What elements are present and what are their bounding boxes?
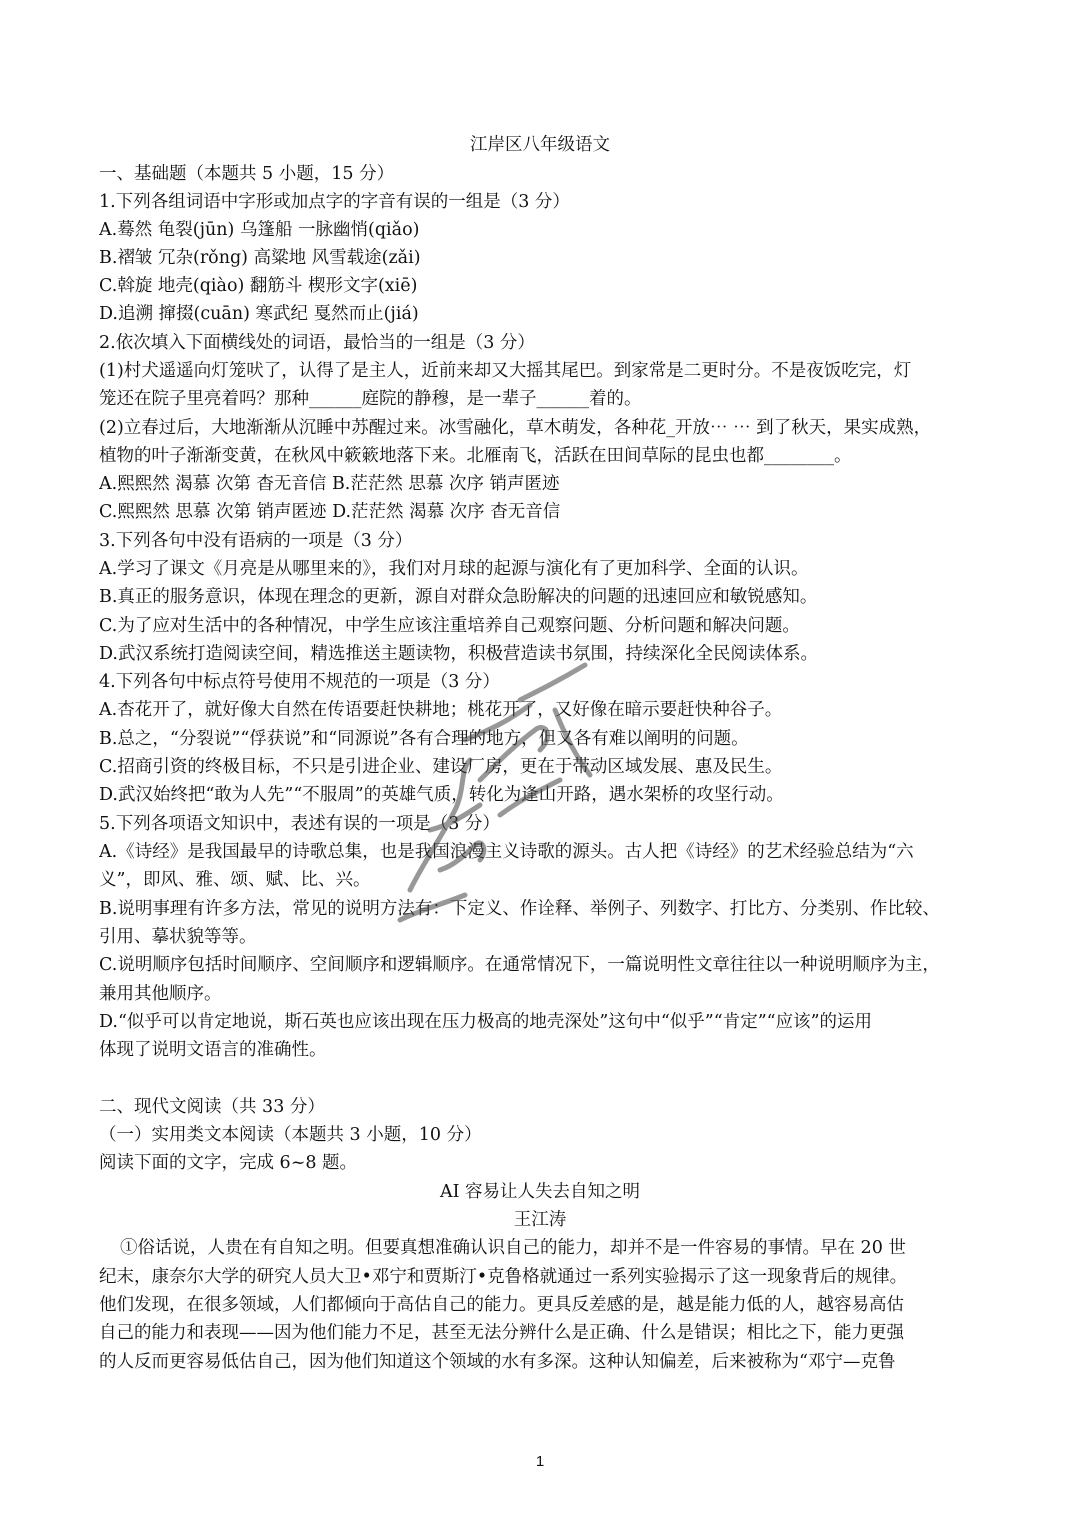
question-2: 2.依次填入下面横线处的词语，最恰当的一组是（3 分） bbox=[99, 333, 535, 353]
option-line: D.追溯 撺掇(cuān) 寒武纪 戛然而止(jiá) bbox=[99, 304, 419, 324]
question-5: 5.下列各项语文知识中，表述有误的一项是（3 分） bbox=[99, 814, 500, 834]
text-line: (1)村犬遥遥向灯笼吠了，认得了是主人，近前来却又大摇其尾巴。到家常是二更时分。不是夜饭吃完，灯 bbox=[99, 361, 912, 381]
option-line: B.褶皱 冗杂(rǒng) 高粱地 风雪载途(zǎi) bbox=[99, 248, 421, 268]
option-line: C.为了应对生活中的各种情况，中学生应该注重培养自己观察问题、分析问题和解决问题。 bbox=[99, 616, 800, 636]
option-line: A.学习了课文《月亮是从哪里来的》，我们对月球的起源与演化有了更加科学、全面的认识。 bbox=[99, 559, 809, 579]
option-line: A.蓦然 龟裂(jūn) 乌篷船 一脉幽悄(qiǎo) bbox=[99, 220, 420, 240]
subsection-heading: （一）实用类文本阅读（本题共 3 小题，10 分） bbox=[99, 1125, 482, 1145]
option-line: D.武汉系统打造阅读空间，精选推送主题读物，积极营造读书氛围，持续深化全民阅读体系。 bbox=[99, 644, 818, 664]
question-1: 1.下列各组词语中字形或加点字的字音有误的一组是（3 分） bbox=[99, 192, 570, 212]
article-line: 自己的能力和表现——因为他们能力不足，甚至无法分辨什么是正确、什么是错误；相比之下，能力更强 bbox=[99, 1323, 904, 1343]
text-line: 笼还在院子里亮着吗？那种______庭院的静穆，是一辈子______着的。 bbox=[99, 389, 642, 409]
option-line: D.“似乎可以肯定地说，斯石英也应该出现在压力极高的地壳深处”这句中“似乎”“肯定”“应该”的运用 bbox=[99, 1012, 873, 1032]
article-author: 王江涛 bbox=[513, 1210, 567, 1230]
article-line: 纪末，康奈尔大学的研究人员大卫•邓宁和贾斯汀•克鲁格就通过一系列实验揭示了这一现象背后的规律。 bbox=[99, 1267, 908, 1287]
option-line: C.招商引资的终极目标，不只是引进企业、建设厂房，更在于带动区域发展、惠及民生。 bbox=[99, 757, 783, 777]
option-line: 义”，即风、雅、颂、赋、比、兴。 bbox=[99, 870, 371, 890]
section-heading: 二、现代文阅读（共 33 分） bbox=[99, 1097, 325, 1117]
question-4: 4.下列各句中标点符号使用不规范的一项是（3 分） bbox=[99, 672, 500, 692]
text-line: (2)立春过后，大地渐渐从沉睡中苏醒过来。冰雪融化，草木萌发，各种花_开放⋯ ⋯ 到了秋天，果实成熟， bbox=[99, 418, 932, 438]
instruction-line: 阅读下面的文字，完成 6~8 题。 bbox=[99, 1153, 358, 1173]
text-line: 植物的叶子渐渐变黄，在秋风中簌簌地落下来。北雁南飞，活跃在田间草际的昆虫也都________。 bbox=[99, 446, 852, 466]
question-3: 3.下列各句中没有语病的一项是（3 分） bbox=[99, 531, 413, 551]
option-line: 兼用其他顺序。 bbox=[99, 984, 222, 1004]
option-line: B.总之，“分裂说”“俘获说”和“同源说”各有合理的地方，但又各有难以阐明的问题。 bbox=[99, 729, 749, 749]
page-title: 江岸区八年级语文 bbox=[470, 135, 610, 155]
option-line: C.熙熙然 思慕 次第 销声匿迹 D.茫茫然 渴慕 次序 杳无音信 bbox=[99, 502, 561, 522]
article-line: ①俗话说，人贵在有自知之明。但要真想准确认识自己的能力，却并不是一件容易的事情。早在 20 世 bbox=[120, 1238, 906, 1258]
option-line: D.武汉始终把“敢为人先”“不服周”的英雄气质，转化为逢山开路，遇水架桥的攻坚行动。 bbox=[99, 785, 784, 805]
option-line: 引用、摹状貌等等。 bbox=[99, 927, 257, 947]
article-title: AI 容易让人失去自知之明 bbox=[439, 1182, 641, 1202]
option-line: B.真正的服务意识，体现在理念的更新，源自对群众急盼解决的问题的迅速回应和敏锐感知。 bbox=[99, 587, 818, 607]
option-line: 体现了说明文语言的准确性。 bbox=[99, 1040, 327, 1060]
article-line: 的人反而更容易低估自己，因为他们知道这个领域的水有多深。这种认知偏差，后来被称为“邓宁—克鲁 bbox=[99, 1352, 896, 1372]
option-line: A.杏花开了，就好像大自然在传语要赶快耕地；桃花开了，又好像在暗示要赶快种谷子。 bbox=[99, 700, 783, 720]
option-line: B.说明事理有许多方法，常见的说明方法有：下定义、作诠释、举例子、列数字、打比方、分类别、作比较、 bbox=[99, 899, 940, 919]
section-heading: 一、基础题（本题共 5 小题，15 分） bbox=[99, 164, 395, 184]
page-number: 1 bbox=[535, 1453, 545, 1470]
option-line: A.熙熙然 渴慕 次第 杳无音信 B.茫茫然 思慕 次序 销声匿迹 bbox=[99, 474, 560, 494]
article-line: 他们发现，在很多领域，人们都倾向于高估自己的能力。更具反差感的是，越是能力低的人，越容易高估 bbox=[99, 1295, 904, 1315]
option-line: C.斡旋 地壳(qiào) 翻筋斗 楔形文字(xiē) bbox=[99, 276, 418, 296]
option-line: C.说明顺序包括时间顺序、空间顺序和逻辑顺序。在通常情况下，一篇说明性文章往往以一种说明顺序为主， bbox=[99, 955, 940, 975]
option-line: A.《诗经》是我国最早的诗歌总集，也是我国浪漫主义诗歌的源头。古人把《诗经》的艺术经验总结为“六 bbox=[99, 842, 914, 862]
